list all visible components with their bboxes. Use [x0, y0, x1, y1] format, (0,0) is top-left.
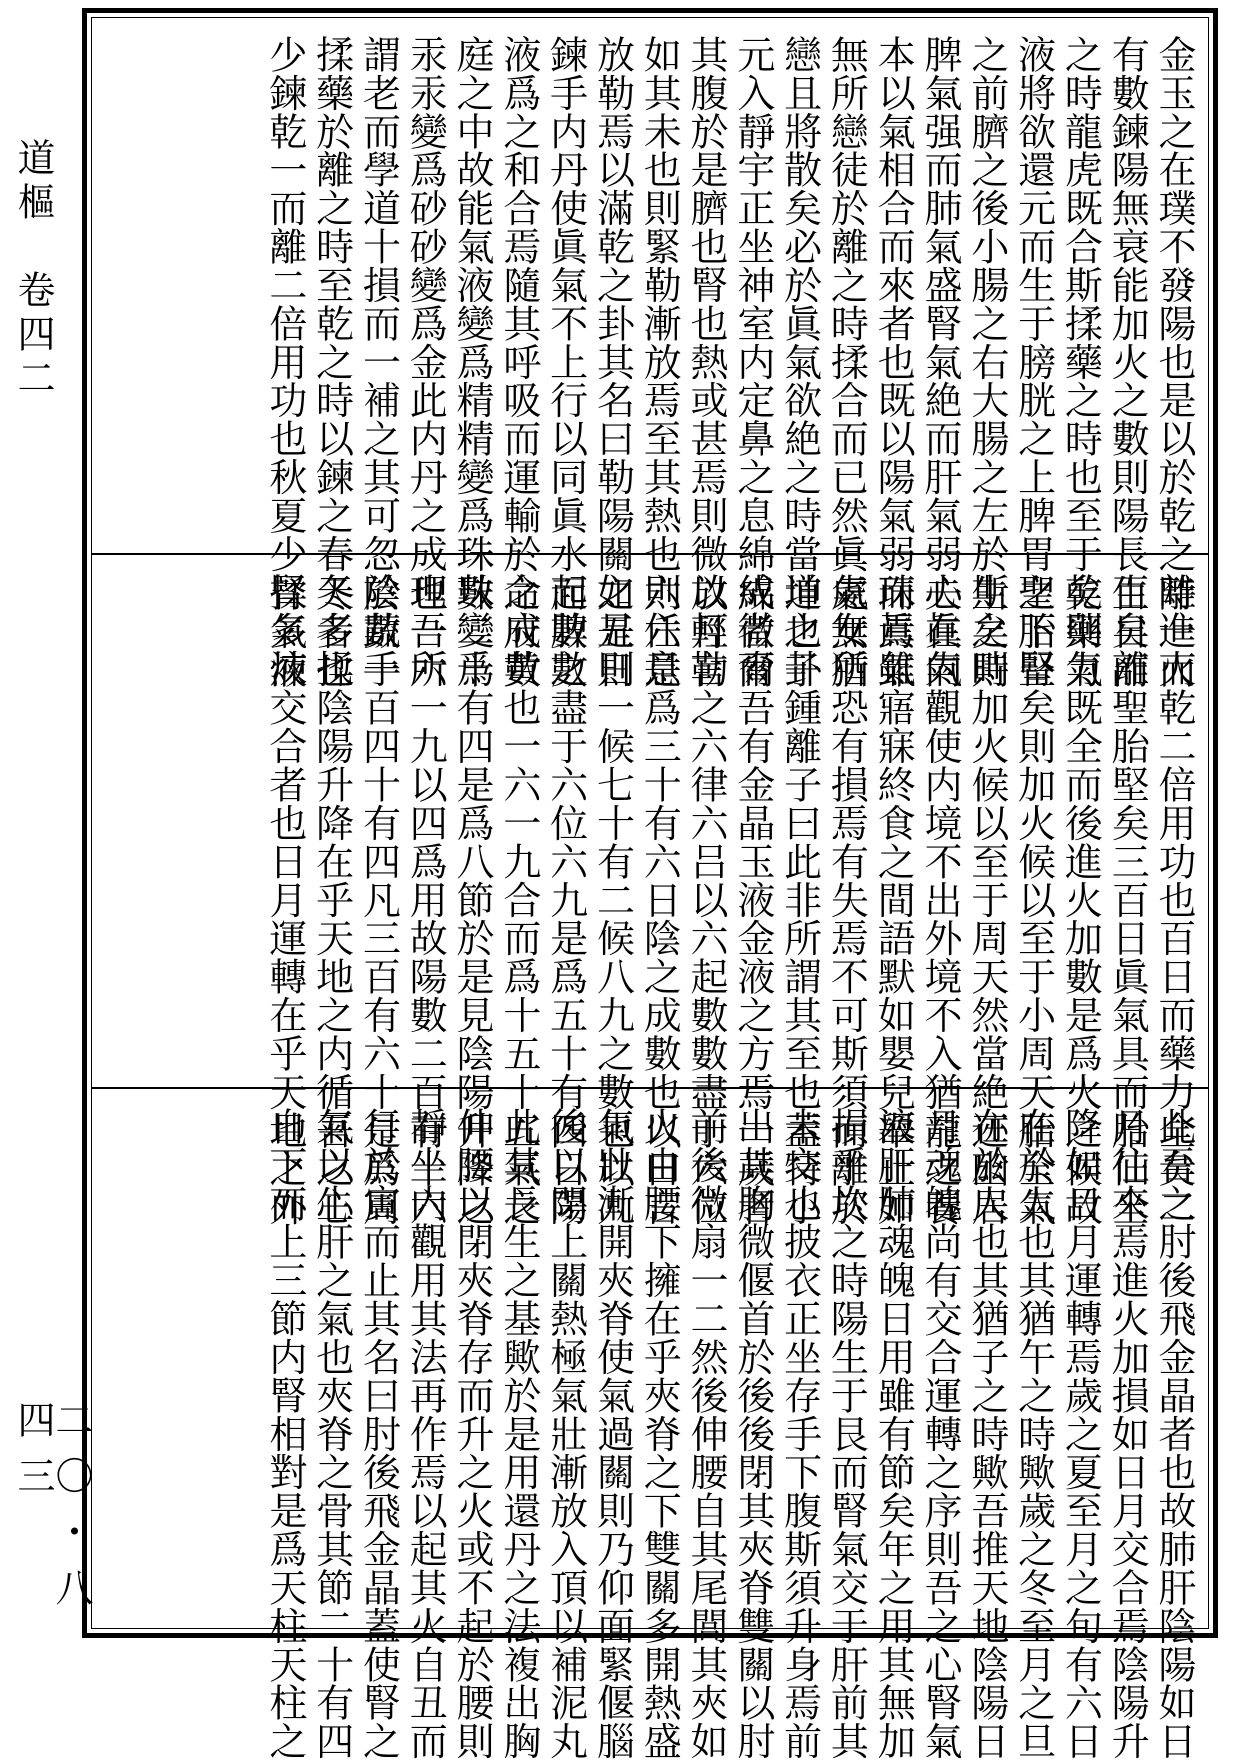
page-number: 二〇・八四三	[11, 1400, 93, 1624]
text-column: 成者爾吾有金晶玉液金液之方焉一歲者	[730, 573, 775, 1227]
text-column: 腎氣液交合者也日月運轉在乎天地之外	[262, 573, 307, 1227]
text-column: 少鍊乾一而離二倍用功也秋夏少揉多煉	[262, 35, 307, 689]
text-column: 伸腰以閉夾脊存而升之火或不起於腰則	[450, 1107, 495, 1760]
text-column: 氣壯漸開夾脊使氣過關則乃仰面緊偃腦	[590, 1107, 635, 1760]
text-column: 液爲之和合焉隨其呼吸而運輸於命府黄	[496, 35, 541, 689]
text-column: 未交也披衣正坐存手下腹斯須升身焉前	[777, 1107, 822, 1760]
text-column: 矣藥力既全而後進火加數是爲火之候故	[1058, 573, 1103, 1227]
text-column: 數二十有四是爲八節於是見陰陽升降之	[450, 573, 495, 1227]
text-column: 謂老而學道十損而一補之其可忽於蔬手	[356, 35, 401, 689]
text-column: 氣以生肝之氣也夾脊之骨其節二十有四	[309, 1107, 354, 1760]
page-frame	[82, 8, 1218, 1760]
text-column: 戀且將散矣必於眞氣欲絶之時當坤之卦	[777, 35, 822, 689]
register-bottom-text	[261, 1107, 1197, 1760]
text-column: 以月言之六律六吕以六起數數盡于六位	[684, 573, 729, 1227]
register-top	[91, 17, 1209, 689]
text-column: 生矣則加火候以至于周天然當絶迹幽居	[964, 573, 1009, 1227]
text-column: 心在内觀使内境不出外境不入猶龍之養	[918, 573, 963, 1227]
text-column: 月往來焉進火加損如日月交合焉陰陽升	[1105, 1107, 1150, 1760]
text-column: 其腹於是臍也腎也熱或甚焉則微放輕勒	[684, 35, 729, 689]
text-column: 百日而聖胎堅矣三百日眞氣具而胎仙全	[1105, 573, 1150, 1227]
text-column: 之前臍之後小腸之右大腸之左於斯之時	[964, 35, 1009, 689]
text-column: 此其長生之基歟於是用還丹之法複出胸	[496, 1107, 541, 1760]
text-column: 此吾之肘後飛金晶者也故肺肝陰陽如日	[1152, 1107, 1196, 1760]
text-column: 液肝肺魂魄日用雖有節矣年之用其無加	[871, 1107, 916, 1760]
running-title: 道樞 卷四二	[11, 138, 55, 402]
text-column: 揉藥於離之時至乾之時以鍊之春冬多揉	[309, 35, 354, 689]
text-column: 鍊手内丹使眞氣不上行以同眞水而脾之	[543, 35, 588, 689]
text-column: 有數鍊陽無衰能加火之數則陽長生矣離	[1105, 35, 1150, 689]
text-column: 降如日月運轉焉歲之夏至月之旬有六日	[1058, 1107, 1103, 1760]
text-column: 靜坐内觀用其法再作焉以起其火自丑而	[403, 1107, 448, 1760]
text-column: 起數數盡于六位六九是爲五十有四日陽	[543, 573, 588, 1227]
text-column: 金玉之在璞不發陽也是以於乾之時進火	[1152, 35, 1196, 689]
text-column: 元入靜宇正坐神室内定鼻之息綿綿微脅	[730, 35, 775, 689]
text-column: 行於寅而止其名曰肘後飛金晶蓋使腎之	[356, 1107, 401, 1760]
text-column: 損乎坎之時陽生于艮而腎氣交于肝前其	[824, 1107, 869, 1760]
text-column: 珠焉雖寤寐終食之間語默如嬰兒舉止如	[871, 573, 916, 1227]
text-column: 液將欲還元而生于膀胱之上脾胃之下腎	[1011, 35, 1056, 689]
text-column: 處女猶恐有損焉有失焉不可斯須而離於	[824, 573, 869, 1227]
register-bottom	[91, 1087, 1209, 1760]
text-column: 本以氣相合而來者也既以陽氣弱而眞氣	[871, 35, 916, 689]
text-column: 離一而乾二倍用功也百日而藥力全矣二	[1152, 573, 1196, 1227]
text-column: 前後微扇一二然後伸腰自其尾閭其夾如	[684, 1107, 729, 1760]
text-column: 月魂魄尚有交合運轉之序則吾之心腎氣	[918, 1107, 963, 1760]
text-column: 之五日一候七十有二候八九之數也以九	[590, 573, 635, 1227]
text-column: 庭之中故能氣液變爲精精變爲珠珠變爲	[450, 35, 495, 689]
text-column: 理一六一九以四爲用故陽數二百有十六	[403, 573, 448, 1227]
text-column: 在於人也其猶午之時歟歲之冬至月之旦	[1011, 1107, 1056, 1760]
text-column: 出其胸微偃首於後後閉其夾脊雙關以肘	[730, 1107, 775, 1760]
text-column: 放勒焉以滿乾之卦其名曰勒陽關如是則	[590, 35, 635, 689]
text-column: 六六是爲三十有六日陰之成數也以日言	[637, 573, 682, 1227]
text-column: 火由腰下擁在乎夾脊之下雙關多開熱盛	[637, 1107, 682, 1760]
text-column: 自下而上三節内腎相對是爲天柱天柱之	[262, 1107, 307, 1760]
text-column: 脾氣强而肺氣盛腎氣絶而肝氣弱夫眞氣	[918, 35, 963, 689]
text-column: 無所戀徒於離之時揉合而已然眞氣無所	[824, 35, 869, 689]
text-column: 如其未也則緊勒漸放焉至其熱也則任意	[637, 35, 682, 689]
text-column: 天者也陰陽升降在乎天地之内循吾之心	[309, 573, 354, 1227]
text-column: 後以閉上關熱極氣壯漸放入頂以補泥丸	[543, 1107, 588, 1760]
text-column: 在於人也其猶子之時歟吾推天地陰陽日	[964, 1107, 1009, 1760]
text-column: 聖胎堅矣則加火候以至于小周天胎全氣	[1011, 573, 1056, 1227]
register-middle	[91, 553, 1209, 1227]
register-middle-text	[261, 573, 1197, 1227]
text-column: 之時龍虎既合斯揉藥之時也至于乾則氣	[1058, 35, 1103, 689]
text-column: 汞汞變爲砂砂變爲金此内丹之成也吾所	[403, 35, 448, 689]
text-column: 之成數也一六一九合而爲十五十五氣之	[496, 573, 541, 1227]
text-column: 道也子鍾離子曰此非所謂其至也蓋特小	[777, 573, 822, 1227]
register-top-text	[261, 35, 1197, 689]
text-column: 陰數一百四十有四凡三百有六十是爲周	[356, 573, 401, 1227]
